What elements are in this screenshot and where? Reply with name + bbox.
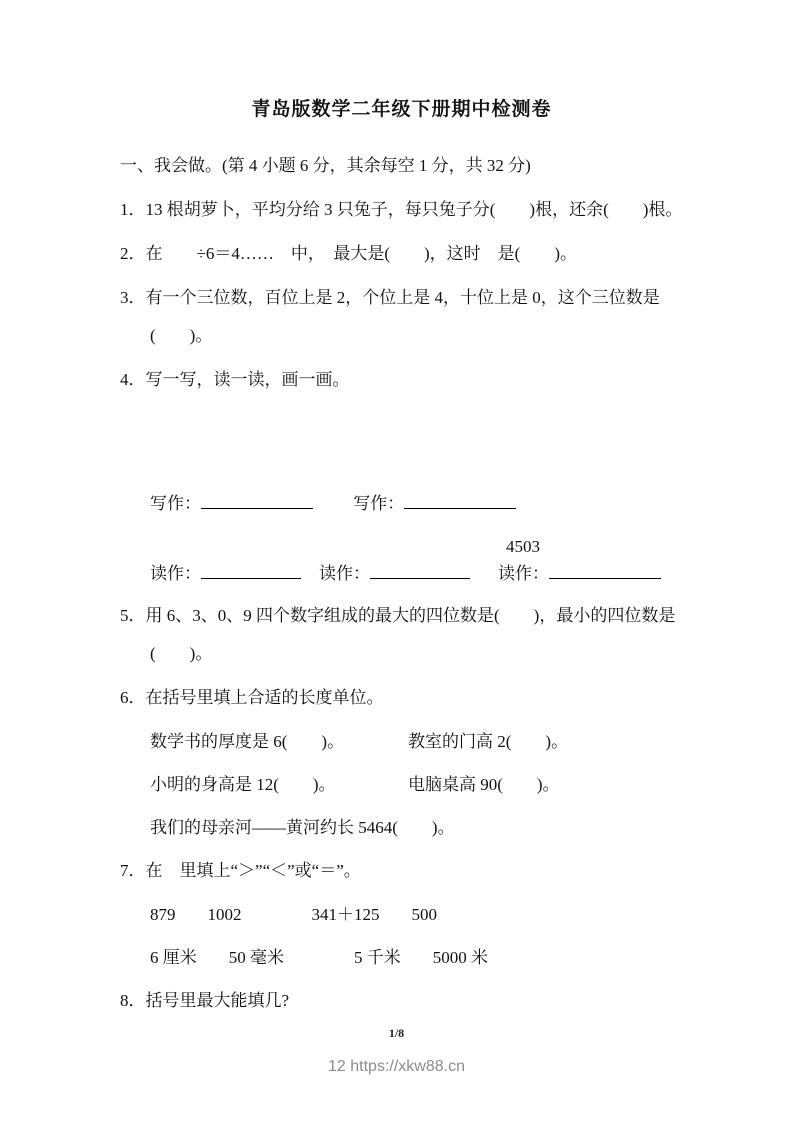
question-7-text: 在 里填上“＞”“＜”或“＝”。	[145, 861, 361, 880]
q4-write-row	[150, 485, 683, 523]
section-heading: 一、我会做。(第 4 小题 6 分，其余每空 1 分，共 32 分)	[120, 156, 531, 175]
question-6-number: 6．	[120, 688, 146, 707]
question-4-number: 4．	[120, 370, 146, 389]
answer-line	[549, 567, 661, 579]
question-8	[120, 982, 683, 1020]
q4-number-4503: 4503	[506, 537, 540, 556]
question-7	[120, 852, 683, 890]
q6-row-2	[150, 766, 683, 804]
question-5	[120, 597, 683, 673]
question-3-number: 3．	[120, 288, 146, 307]
comparison-value: 50 毫米	[228, 948, 284, 967]
question-5-number: 5．	[120, 606, 146, 625]
q7-row-1	[150, 896, 683, 934]
question-3-text: 有一个三位数，百位上是 2，个位上是 4，十位上是 0，这个三位数是( )。	[145, 288, 660, 345]
q4-write-group-1	[150, 494, 313, 513]
q6-item-right: 电脑桌高 90( )。	[408, 775, 560, 794]
comparison-value: 5000 米	[432, 948, 488, 967]
write-label: 写作：	[353, 494, 405, 513]
question-2-text: 在 ÷6＝4…… 中， 最大是( )，这时 是( )。	[145, 244, 577, 263]
q4-read-group-2	[319, 559, 470, 589]
q6-row-3	[150, 809, 683, 847]
q4-read-row	[150, 535, 683, 589]
question-1	[120, 191, 683, 229]
read-label: 读作：	[319, 564, 370, 583]
question-6	[120, 679, 683, 717]
question-1-number: 1．	[120, 200, 146, 219]
q4-write-group-2	[353, 494, 516, 513]
question-7-number: 7．	[120, 861, 146, 880]
q6-item-left: 小明的身高是 12( )。	[150, 775, 336, 794]
read-label: 读作：	[498, 564, 549, 583]
question-4	[120, 361, 683, 399]
question-2-number: 2．	[120, 244, 146, 263]
comparison-value: 341＋125	[311, 905, 380, 924]
question-5-text: 用 6、3、0、9 四个数字组成的最大的四位数是( )，最小的四位数是( )。	[145, 606, 676, 663]
question-3	[120, 279, 683, 355]
q7-row-2	[150, 939, 683, 977]
watermark-url: 12 https://xkw88.cn	[328, 1058, 465, 1075]
page-number: 1/8	[388, 1026, 405, 1040]
q4-figure-placeholder	[120, 405, 683, 483]
page-title: 青岛版数学二年级下册期中检测卷	[251, 99, 552, 120]
comparison-value: 500	[411, 905, 437, 924]
question-1-text: 13 根胡萝卜，平均分给 3 只兔子，每只兔子分( )根，还余( )根。	[145, 200, 683, 219]
question-8-text: 括号里最大能填几?	[145, 991, 290, 1010]
question-6-text: 在括号里填上合适的长度单位。	[145, 688, 384, 707]
answer-line	[201, 497, 313, 509]
q6-item-left: 数学书的厚度是 6( )。	[150, 732, 345, 751]
q4-read-group-3	[498, 535, 661, 589]
question-8-number: 8．	[120, 991, 146, 1010]
write-label: 写作：	[150, 494, 201, 513]
comparison-value: 1002	[207, 905, 242, 924]
q6-row-1	[150, 723, 683, 761]
answer-line	[201, 567, 301, 579]
read-label: 读作：	[150, 564, 201, 583]
answer-line	[370, 567, 470, 579]
q4-read-group-3-line	[498, 559, 661, 589]
question-4-text: 写一写，读一读，画一画。	[145, 370, 350, 389]
comparison-value: 879	[150, 905, 176, 924]
question-2	[120, 235, 683, 273]
comparison-value: 6 厘米	[150, 948, 197, 967]
q6-item-right: 教室的门高 2( )。	[408, 732, 569, 751]
q4-read-group-1	[150, 559, 301, 589]
answer-line	[404, 497, 516, 509]
q6-item-left: 我们的母亲河——黄河约长 5464( )。	[150, 818, 455, 837]
comparison-value: 5 千米	[354, 948, 401, 967]
